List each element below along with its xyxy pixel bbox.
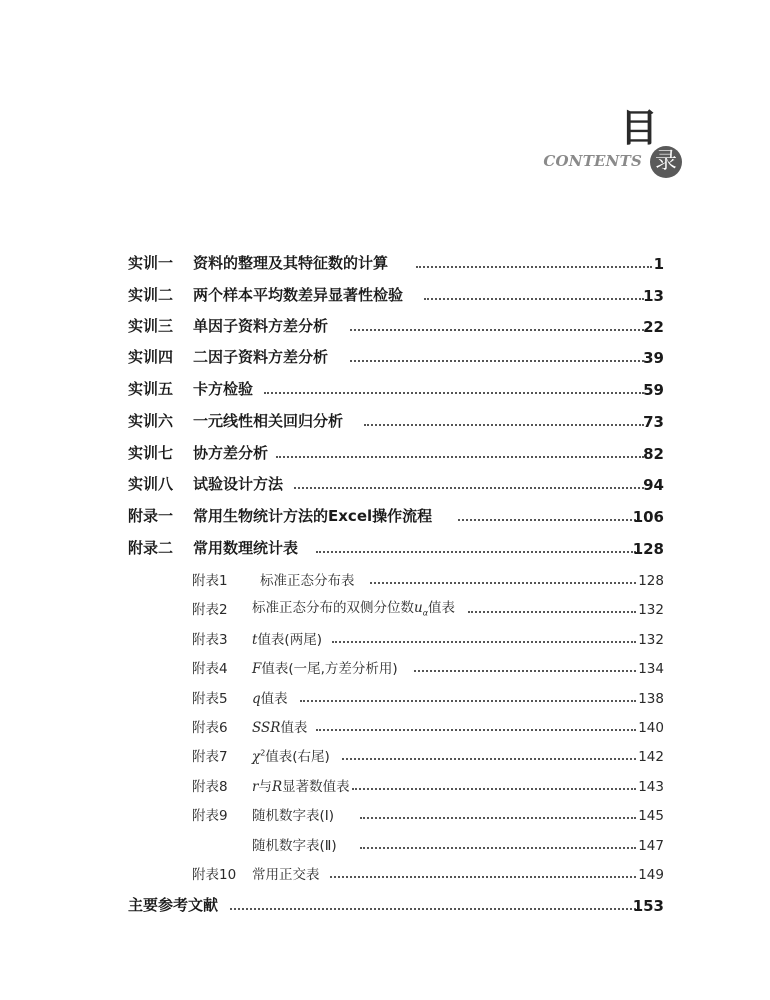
toc-entry-label: 附录二 xyxy=(128,539,174,557)
appendix-table-page: 134 xyxy=(638,661,664,677)
toc-entry-label: 附录一 xyxy=(128,507,174,525)
toc-entry-title: 试验设计方法 xyxy=(193,475,284,493)
appendix-table-title: 标准正态分布表 xyxy=(260,573,355,589)
toc-entry-page: 153 xyxy=(632,897,664,915)
dot-leader xyxy=(350,359,644,362)
toc-entry-4[interactable] xyxy=(128,345,664,367)
toc-entry-label: 实训三 xyxy=(128,317,174,335)
toc-entry-page: 106 xyxy=(632,508,664,526)
toc-entry-10[interactable] xyxy=(128,536,664,558)
dot-leader xyxy=(294,486,644,489)
toc-entry-page: 39 xyxy=(643,349,664,367)
dot-leader xyxy=(424,297,644,300)
toc-entry-title: 单因子资料方差分析 xyxy=(193,317,329,335)
appendix-table-5[interactable] xyxy=(192,685,664,707)
dot-leader xyxy=(316,550,636,553)
toc-entry-5[interactable] xyxy=(128,377,664,399)
toc-entry-title: 二因子资料方差分析 xyxy=(193,348,329,366)
appendix-table-page: 138 xyxy=(638,691,664,707)
appendix-table-label: 附表10 xyxy=(192,867,237,883)
appendix-table-title: q值表 xyxy=(252,691,288,707)
appendix-table-title: 标准正态分布的双侧分位数$u_\alpha$值表 xyxy=(252,600,455,618)
appendix-table-label: 附表6 xyxy=(192,720,228,736)
toc-entry-title: 常用生物统计方法的Excel操作流程 xyxy=(193,507,433,525)
appendix-table-title: F值表(一尾,方差分析用) xyxy=(252,661,398,677)
toc-entry-label: 实训四 xyxy=(128,348,174,366)
header-contents-word: CONTENTS xyxy=(543,152,642,170)
toc-entry-page: 1 xyxy=(653,255,664,273)
appendix-table-label: 附表5 xyxy=(192,691,228,707)
toc-entry-8[interactable] xyxy=(128,472,664,494)
appendix-table-page: 143 xyxy=(638,779,664,795)
dot-leader xyxy=(316,728,636,731)
toc-entry-page: 22 xyxy=(643,318,664,336)
toc-entry-page: 128 xyxy=(632,540,664,558)
appendix-table-page: 149 xyxy=(638,867,664,883)
dot-leader xyxy=(264,391,644,394)
dot-leader xyxy=(360,816,636,819)
appendix-table-title: SSR值表 xyxy=(252,720,308,736)
header-title-char: 目 xyxy=(619,106,658,150)
appendix-table-title: $\chi^2$值表(右尾) xyxy=(252,748,330,765)
appendix-table-label: 附表7 xyxy=(192,749,228,765)
appendix-table-page: 128 xyxy=(638,573,664,589)
appendix-table-2[interactable] xyxy=(192,596,664,618)
toc-entry-title: 卡方检验 xyxy=(193,380,254,398)
appendix-table-title: 随机数字表(Ⅱ) xyxy=(252,838,337,854)
toc-entry-9[interactable] xyxy=(128,504,664,526)
appendix-table-8[interactable] xyxy=(192,773,664,795)
toc-entry-page: 13 xyxy=(643,287,664,305)
dot-leader xyxy=(468,610,636,613)
toc-entry-title: 协方差分析 xyxy=(193,444,269,462)
appendix-table-title: r与R显著数值表 xyxy=(252,779,350,795)
toc-entry-1[interactable] xyxy=(128,251,664,273)
toc-entry-label: 实训六 xyxy=(128,412,174,430)
dot-leader xyxy=(332,640,636,643)
dot-leader xyxy=(416,265,652,268)
appendix-table-page: 140 xyxy=(638,720,664,736)
toc-entry-title: 两个样本平均数差异显著性检验 xyxy=(193,286,404,304)
appendix-table-page: 145 xyxy=(638,808,664,824)
dot-leader xyxy=(370,581,636,584)
dot-leader xyxy=(330,875,636,878)
appendix-table-9-ii[interactable] xyxy=(192,832,664,854)
dot-leader xyxy=(300,699,636,702)
toc-entry-label: 实训二 xyxy=(128,286,174,304)
toc-entry-title: 一元线性相关回归分析 xyxy=(193,412,344,430)
appendix-table-page: 132 xyxy=(638,602,664,618)
appendix-table-page: 147 xyxy=(638,838,664,854)
toc-entry-page: 82 xyxy=(643,445,664,463)
toc-entry-label: 实训五 xyxy=(128,380,174,398)
appendix-table-3[interactable] xyxy=(192,626,664,648)
appendix-table-title: 常用正交表 xyxy=(252,867,320,883)
toc-entry-references[interactable] xyxy=(128,893,664,915)
dot-leader xyxy=(276,455,644,458)
toc-entry-title: 常用数理统计表 xyxy=(193,539,299,557)
dot-leader xyxy=(458,518,636,521)
toc-entry-3[interactable] xyxy=(128,314,664,336)
toc-entry-7[interactable] xyxy=(128,441,664,463)
dot-leader xyxy=(230,907,636,910)
toc-entry-title: 主要参考文献 xyxy=(128,896,219,914)
appendix-table-10[interactable] xyxy=(192,861,664,883)
toc-entry-6[interactable] xyxy=(128,409,664,431)
appendix-table-1[interactable] xyxy=(192,567,664,589)
appendix-table-6[interactable] xyxy=(192,714,664,736)
toc-entry-page: 94 xyxy=(643,476,664,494)
appendix-table-label: 附表8 xyxy=(192,779,228,795)
toc-entry-label: 实训七 xyxy=(128,444,174,462)
dot-leader xyxy=(414,669,636,672)
toc-entry-label: 实训一 xyxy=(128,254,174,272)
appendix-table-7[interactable] xyxy=(192,743,664,765)
appendix-table-label: 附表1 xyxy=(192,573,228,589)
dot-leader xyxy=(360,846,636,849)
toc-entry-label: 实训八 xyxy=(128,475,174,493)
appendix-table-4[interactable] xyxy=(192,655,664,677)
appendix-table-page: 132 xyxy=(638,632,664,648)
appendix-table-label: 附表4 xyxy=(192,661,228,677)
dot-leader xyxy=(364,423,644,426)
appendix-table-label: 附表9 xyxy=(192,808,228,824)
header-circle-char: 录 xyxy=(650,146,682,178)
dot-leader xyxy=(352,787,636,790)
dot-leader xyxy=(350,328,644,331)
dot-leader xyxy=(342,757,636,760)
toc-entry-page: 73 xyxy=(643,413,664,431)
appendix-table-9[interactable] xyxy=(192,802,664,824)
appendix-table-title: t值表(两尾) xyxy=(252,632,322,648)
appendix-table-label: 附表3 xyxy=(192,632,228,648)
appendix-table-page: 142 xyxy=(638,749,664,765)
toc-entry-2[interactable] xyxy=(128,283,664,305)
toc-entry-title: 资料的整理及其特征数的计算 xyxy=(193,254,389,272)
appendix-table-label: 附表2 xyxy=(192,602,228,618)
appendix-table-title: 随机数字表(Ⅰ) xyxy=(252,808,335,824)
toc-entry-page: 59 xyxy=(643,381,664,399)
